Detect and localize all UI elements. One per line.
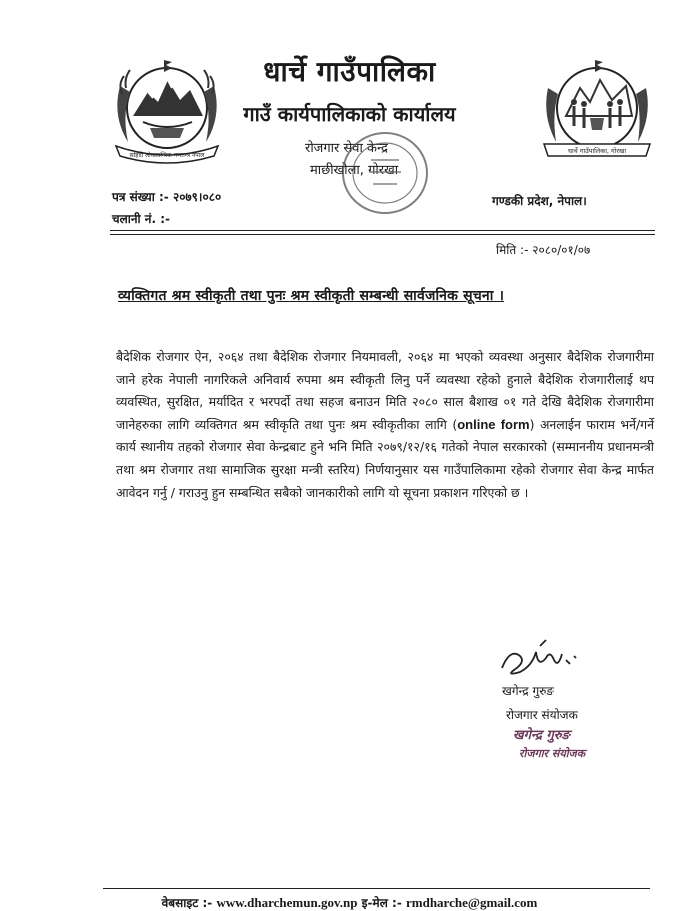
office-stamp-icon xyxy=(335,128,435,218)
left-emblem-caption: सहिदी लोकतान्त्रिक गणतन्त्र नेपाल xyxy=(129,152,205,159)
header-divider-second xyxy=(110,234,655,235)
signer-name: खगेन्द्र गुरुङ xyxy=(502,684,555,698)
notice-body-part1: बैदेशिक रोजगार ऐन, २०६४ तथा बैदेशिक रोजगार नियमावली, २०६४ मा भएको व्यवस्था अनुसार बैदेशिक रोजगारीमा जाने हरेक नेपाली नागरिकले अनिवार्य रुपमा श्रम स्वीकृती लिनु पर्ने व्यवस्था रहेको हुनाले बैदेशिक रोजगारीलाई थप व्यवस्थित, सुरक्षित, मर्यादित र भरपर्दो तथा सहज बनाउन मिति २०८० साल बैशाख ०१ गते देखि बैदेशिक रोजगारीमा जानेहरुका लागि व्यक्तिगत श्रम स्वीकृति तथा पुनः श्रम स्वीकृतीका लागि ( xyxy=(116,349,654,432)
footer-divider xyxy=(103,888,650,889)
notice-body-bold: online form xyxy=(457,416,530,432)
email-label: इ-मेल :- xyxy=(361,896,402,910)
header-divider xyxy=(110,230,655,231)
org-subtitle: गाउँ कार्यपालिकाको कार्यालय xyxy=(243,102,456,126)
stamp-title: रोजगार संयोजक xyxy=(519,747,586,760)
notice-subject: व्यक्तिगत श्रम स्वीकृती तथा पुनः श्रम स्वीकृती सम्बन्धी सार्वजनिक सूचना । xyxy=(118,288,505,304)
email-link[interactable]: rmdharche@gmail.com xyxy=(406,895,538,910)
notice-body-part2: ) अनलाईन फाराम भर्ने/गर्ने कार्य स्थानीय तहको रोजगार सेवा केन्द्रबाट हुने भनि मिति २०७९/१२/१६ गतेको नेपाल सरकारको (सम्माननीय प्रधानमन्त्री तथा श्रम रोजगार तथा सामाजिक सुरक्षा मन्त्री स्तरिय) निर्णयानुसार यस गाउँपालिकामा रहेको रोजगार सेवा केन्द्र मार्फत आवेदन गर्नु / गराउनु हुन सम्बन्धित सबैको जानकारीको लागि यो सूचना प्रकाशन गरिएको छ । xyxy=(116,416,654,500)
right-emblem-caption: धार्चे गाउँपालिका, गोरखा xyxy=(567,147,627,155)
stamp-name: खगेन्द्र गुरुङ xyxy=(513,728,570,743)
unit-name: रोजगार सेवा केन्द्र xyxy=(305,141,388,156)
province: गण्डकी प्रदेश, नेपाल। xyxy=(492,194,587,208)
footer xyxy=(0,894,699,911)
date-value: २०८०/०१/०७ xyxy=(532,243,591,257)
org-title: धार्चे गाउँपालिका xyxy=(263,55,436,88)
dispatch-number: चलानी नं. :- xyxy=(112,212,170,226)
notice-body xyxy=(116,346,654,504)
unit-location: माछीखोला, गोरखा xyxy=(310,163,399,178)
website-label: वेबसाइट :- xyxy=(161,896,213,910)
signer-title: रोजगार संयोजक xyxy=(506,708,578,722)
website-link[interactable]: www.dharchemun.gov.np xyxy=(216,895,358,910)
signature-icon xyxy=(496,638,582,682)
reference-number: पत्र संख्या :- २०७९।०८० xyxy=(112,190,222,204)
date-label: मिति :- xyxy=(496,243,529,257)
date-row xyxy=(496,241,590,258)
